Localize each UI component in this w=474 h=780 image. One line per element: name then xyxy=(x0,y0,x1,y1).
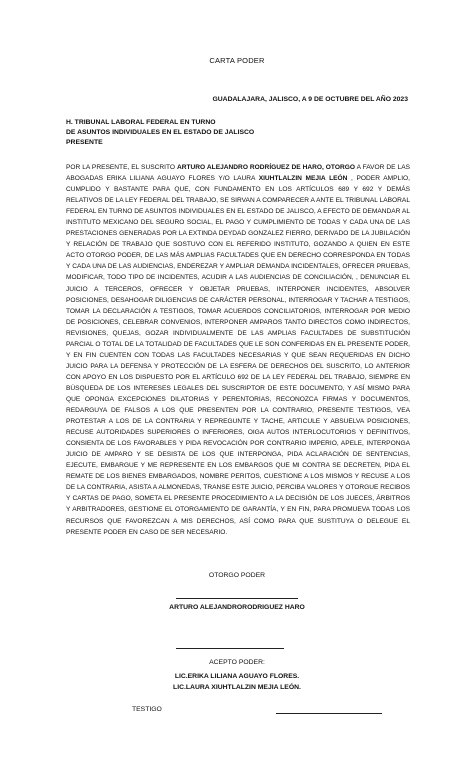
testigo-label: TESTIGO xyxy=(132,706,162,713)
accepted-by-2: LIC.LAURA XIUHTLALZIN MEJIA LEÓN. xyxy=(173,684,301,691)
addressee-line-3: PRESENTE xyxy=(66,139,103,146)
accepted-by-1: LIC.ERIKA LILIANA AGUAYO FLORES. xyxy=(174,673,300,680)
body-paragraph xyxy=(66,162,410,538)
acepto-poder-label: ACEPTO PODER: xyxy=(209,659,265,666)
testigo-signature-line xyxy=(276,713,382,714)
attorney-name: XIUHTLALZIN MEJIA LEÓN xyxy=(258,175,348,183)
acceptor-signature-line xyxy=(176,648,284,649)
dateline: GUADALAJARA, JALISCO, A 9 DE OCTUBRE DEL AÑO 2023 xyxy=(212,96,408,103)
body-intro: POR LA PRESENTE, EL SUSCRITO xyxy=(66,164,177,171)
otorgo-poder-label: OTORGO PODER xyxy=(208,572,266,579)
document-title: CARTA PODER xyxy=(209,56,265,65)
body-part-3: , PODER AMPLIO, CUMPLIDO Y BASTANTE PARA QUE, CON FUNDAMENTO EN LOS ARTÍCULOS 689 Y 692 Y DEMÁS RELATIVOS DE LA LEY FEDERAL DEL TRABAJO, SE SIRVAN A COMPARECER A ANTE EL TRIBUNAL LABORAL FEDERAL EN TURNO DE ASUNTOS INDIVIDUALES EN EL ESTADO DE JALISCO, A EFECTO DE DEMANDAR AL INSTITUTO MEXICANO DEL SEGURO SOCIAL, EL PAGO Y CUMPLIMIENTO DE TODAS Y CADA UNA DE LAS PRESTACIONES GENERADAS POR LA EXTINDA DEYDAD GONZALEZ FIERRO, DERIVADO DE LA JUBILACIÓN Y RELACIÓN DE TRABAJO QUE SOSTUVO CON EL REFERIDO INSTITUTO, GOZANDO A QUIEN EN ESTE ACTO OTORGO PODER, DE LAS MÁS AMPLIAS FACULTADES QUE EN DERECHO CORRESPONDA EN TODAS Y CADA UNA DE LAS AUDIENCIAS, ENDEREZAR Y AMPLIAR DEMANDA INCIDENTALES, OFRECER PRUEBAS, MODIFICAR, TODO TIPO DE INCIDENTES, ACUDIR A LAS AUDIENCIAS DE CONCILIACIÓN, , DENUNCIAR EL JUICIO A TERCEROS, OFRECER Y OBJETAR PRUEBAS, INTERPONER INCIDENTES, ABSOLVER POSICIONES, DESAHOGAR DILIGENCIAS DE CARÁCTER PERSONAL, INTERROGAR Y TACHAR A TESTIGOS, TOMAR LA DECLARACIÓN A TESTIGOS, TOMAR ACUERDOS CONCILIATORIOS, INTERROGAR POR MEDIO DE POSICIONES, CELEBRAR CONVENIOS, INTERPONER AMPAROS TANTO DIRECTOS COMO INDIRECTOS, REVISIONES, QUEJAS, GOZAR INDIVIDUALMENTE DE LAS AMPLIAS FACULTADES DE SUBSTITUCIÓN PARCIAL O TOTAL DE LA TOTALIDAD DE FACULTADES QUE LE SON CONFERIDAS EN EL PRESENTE PODER, Y EN FIN CUENTEN CON TODAS LAS FACULTADES NECESARIAS Y QUE SEAN REQUERIDAS EN DICHO JUICIO PARA LA DEFENSA Y PROTECCIÓN DE LA ESFERA DE DERECHOS DEL SUSCRITO, LO ANTERIOR CON APOYO EN LOS DISPUESTO POR EL ARTÍCULO 692 DE LA LEY FEDERAL DEL TRABAJO, SIEMPRE EN BÚSQUEDA DE LOS INTERESES LEGALES DEL SUSCRIPTOR DE ESTE DOCUMENTO, Y ASÍ MISMO PARA QUE OPONGA EXCEPCIONES DILATORIAS Y PERENTORIAS, RECONOZCA FIRMAS Y DOCUMENTOS, REDARGUYA DE FALSOS A LOS QUE PRESENTEN POR LA CONTRARIO, PRESENTE TESTIGOS, VEA PROTESTAR A LOS DE LA CONTRARIA Y REPREGUNTE Y TACHE, ARTICULE Y ABSUELVA POSICIONES, RECUSE AUTORIDADES SUPERIORES O INFERIORES, OIGA AUTOS INTERLOCUTORIOS Y DEFINITIVOS, CONSIENTA DE LOS FAVORABLES Y PIDA REVOCACIÓN POR CONTRARIO IMPERIO, APELE, INTERPONGA JUICIO DE AMPARO Y SE DESISTA DE LOS QUE INTERPONGA, PIDA ACLARACIÓN DE SENTENCIAS, EJECUTE, EMBARGUE Y ME REPRESENTE EN LOS EMBARGOS QUE MI CONTRA SE DECRETEN, PIDA EL REMATE DE LOS BIENES EMBARGADOS, NOMBRE PERITOS, CUESTIONE A LOS MISMOS Y RECUSE A LOS DE LA CONTRARIA, ASISTA A ALMONEDAS, TRANSE ESTE JUICIO, PERCIBA VALORES Y OTORGUE RECIBOS Y CARTAS DE PAGO, SOMETA EL PRESENTE PROCEDIMIENTO A LA DECISIÓN DE LOS JUECES, ÁRBITROS Y ARBITRADORES, GESTIONE EL OTORGAMIENTO DE GARANTÍA, Y EN FIN, PARA PROMUEVA TODAS LOS RECURSOS QUE FAVOREZCAN A MIS DERECHOS, ASÍ COMO PARA QUE SUSTITUYA O DELEGUE EL PRESENTE PODER EN CASO DE SER NECESARIO. xyxy=(66,175,410,536)
addressee-line-2: DE ASUNTOS INDIVIDUALES EN EL ESTADO DE JALISCO xyxy=(66,129,255,136)
grantor-signature-line xyxy=(176,598,298,599)
body-part-2: A FAVOR DE LAS ABOGADAS ERIKA LILIANA AGUAYO FLORES Y/O LAURA xyxy=(66,164,410,183)
grantor-signature-name: ARTURO ALEJANDRORODRIGUEZ HARO xyxy=(169,604,305,611)
addressee-line-1: H. TRIBUNAL LABORAL FEDERAL EN TURNO xyxy=(66,119,216,126)
accepted-by-block xyxy=(0,671,474,693)
grantor-name: ARTURO ALEJANDRO RODRÍGUEZ DE HARO, OTORGO xyxy=(176,164,355,171)
addressee-block xyxy=(66,118,254,148)
